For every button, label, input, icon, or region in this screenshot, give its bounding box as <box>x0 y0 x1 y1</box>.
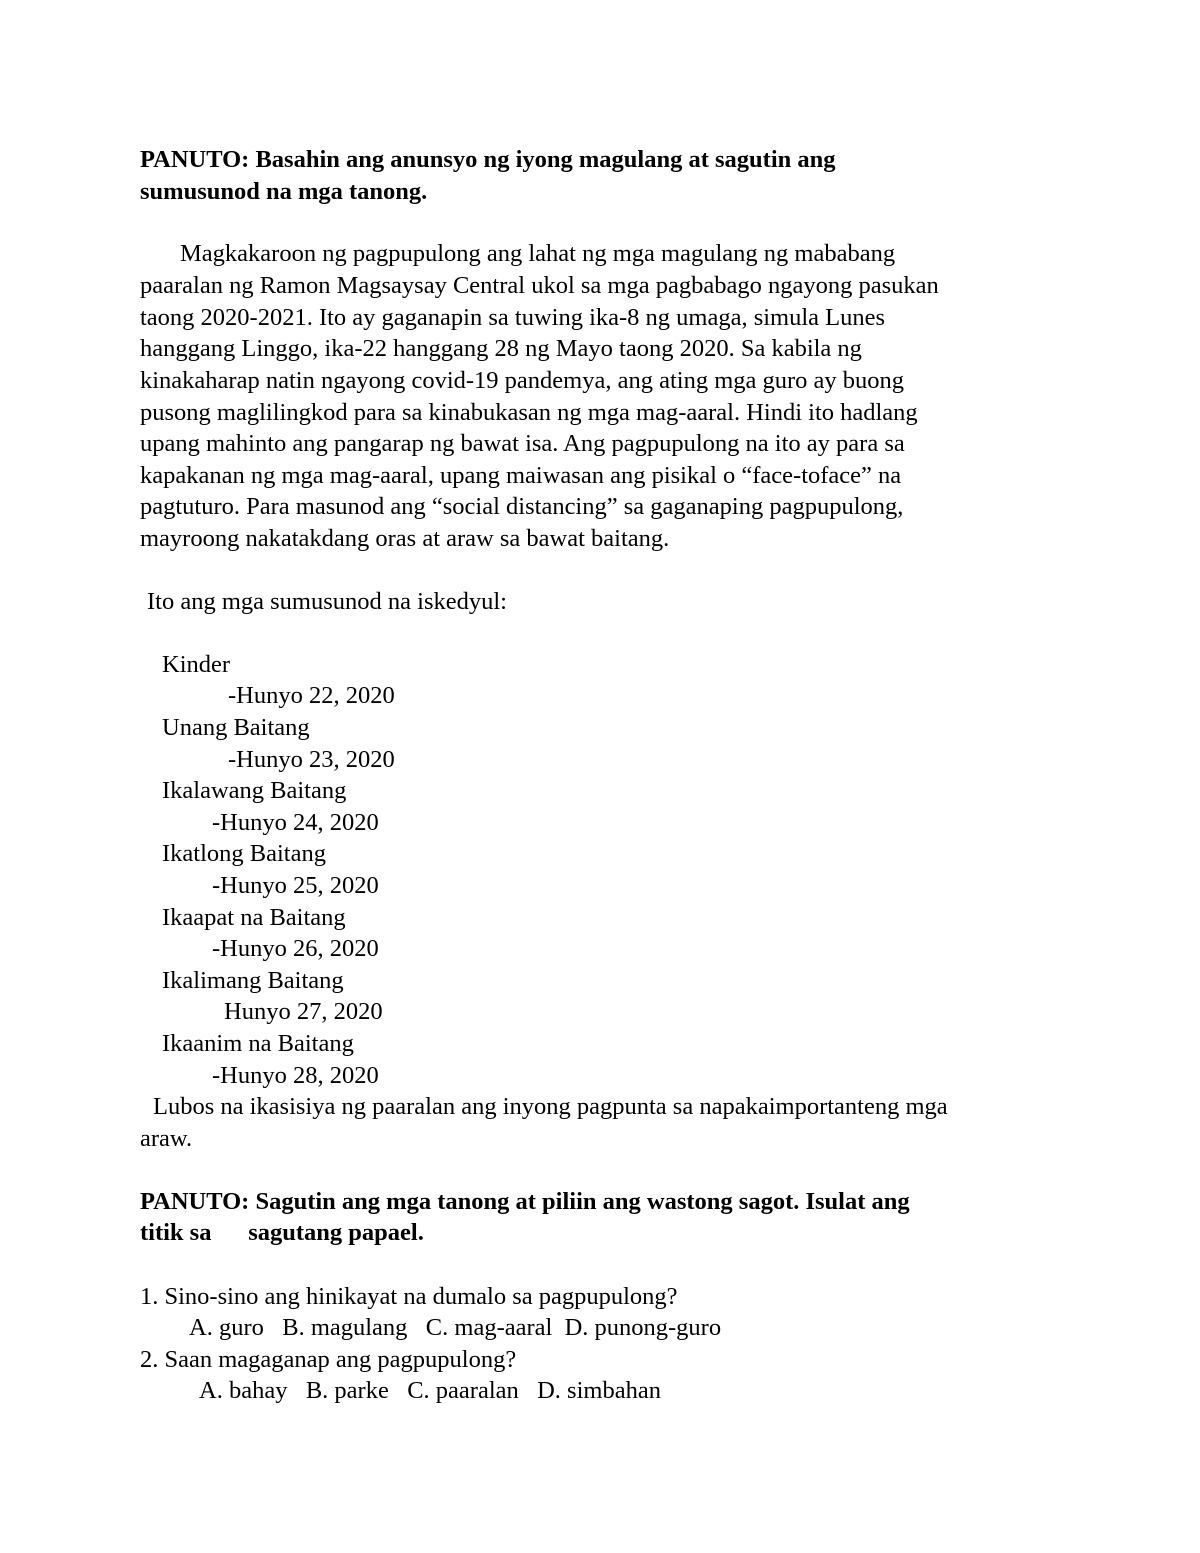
instruction-heading-line: titik sa sagutang papael. <box>140 1219 424 1246</box>
schedule-date: -Hunyo 22, 2020 <box>228 682 395 709</box>
question-text: 2. Saan magaganap ang pagpupulong? <box>140 1346 517 1373</box>
announcement-line: Magkakaroon ng pagpupulong ang lahat ng mga magulang ng mababang <box>180 240 896 267</box>
schedule-date: -Hunyo 26, 2020 <box>212 935 379 962</box>
schedule-grade: Ikalawang Baitang <box>162 777 347 804</box>
schedule-date: -Hunyo 25, 2020 <box>212 872 379 899</box>
announcement-line: taong 2020-2021. Ito ay gaganapin sa tuwing ika-8 ng umaga, simula Lunes <box>140 304 886 331</box>
question-choices: A. bahay B. parke C. paaralan D. simbahan <box>199 1377 661 1404</box>
instruction-heading-line: sumusunod na mga tanong. <box>140 178 428 205</box>
announcement-line: upang mahinto ang pangarap ng bawat isa. Ang pagpupulong na ito ay para sa <box>140 430 905 457</box>
instruction-heading-line: PANUTO: Sagutin ang mga tanong at piliin ang wastong sagot. Isulat ang <box>140 1188 910 1215</box>
announcement-line: hanggang Linggo, ika-22 hanggang 28 ng Mayo taong 2020. Sa kabila ng <box>140 335 862 362</box>
schedule-grade: Unang Baitang <box>162 714 310 741</box>
schedule-date: -Hunyo 23, 2020 <box>228 746 395 773</box>
question-choices: A. guro B. magulang C. mag-aaral D. punong-guro <box>189 1314 722 1341</box>
announcement-line: mayroong nakatakdang oras at araw sa bawat baitang. <box>140 525 670 552</box>
schedule-intro: Ito ang mga sumusunod na iskedyul: <box>147 588 507 615</box>
closing-line: Lubos na ikasisiya ng paaralan ang inyong pagpunta sa napakaimportanteng mga <box>153 1093 948 1120</box>
schedule-grade: Ikalimang Baitang <box>162 967 344 994</box>
announcement-line: kapakanan ng mga mag-aaral, upang maiwasan ang pisikal o “face-toface” na <box>140 462 902 489</box>
instruction-heading-line: PANUTO: Basahin ang anunsyo ng iyong magulang at sagutin ang <box>140 146 836 173</box>
schedule-grade: Ikatlong Baitang <box>162 840 326 867</box>
announcement-line: pusong maglilingkod para sa kinabukasan ng mga mag-aaral. Hindi ito hadlang <box>140 399 918 426</box>
announcement-line: kinakaharap natin ngayong covid-19 pandemya, ang ating mga guro ay buong <box>140 367 905 394</box>
schedule-date: -Hunyo 28, 2020 <box>212 1062 379 1089</box>
schedule-date: Hunyo 27, 2020 <box>224 998 383 1025</box>
schedule-grade: Kinder <box>162 651 231 678</box>
schedule-date: -Hunyo 24, 2020 <box>212 809 379 836</box>
announcement-line: paaralan ng Ramon Magsaysay Central ukol sa mga pagbabago ngayong pasukan <box>140 272 939 299</box>
closing-line: araw. <box>140 1125 193 1152</box>
question-text: 1. Sino-sino ang hinikayat na dumalo sa pagpupulong? <box>140 1283 678 1310</box>
schedule-grade: Ikaanim na Baitang <box>162 1030 354 1057</box>
schedule-grade: Ikaapat na Baitang <box>162 904 346 931</box>
announcement-line: pagtuturo. Para masunod ang “social distancing” sa gaganaping pagpupulong, <box>140 493 904 520</box>
